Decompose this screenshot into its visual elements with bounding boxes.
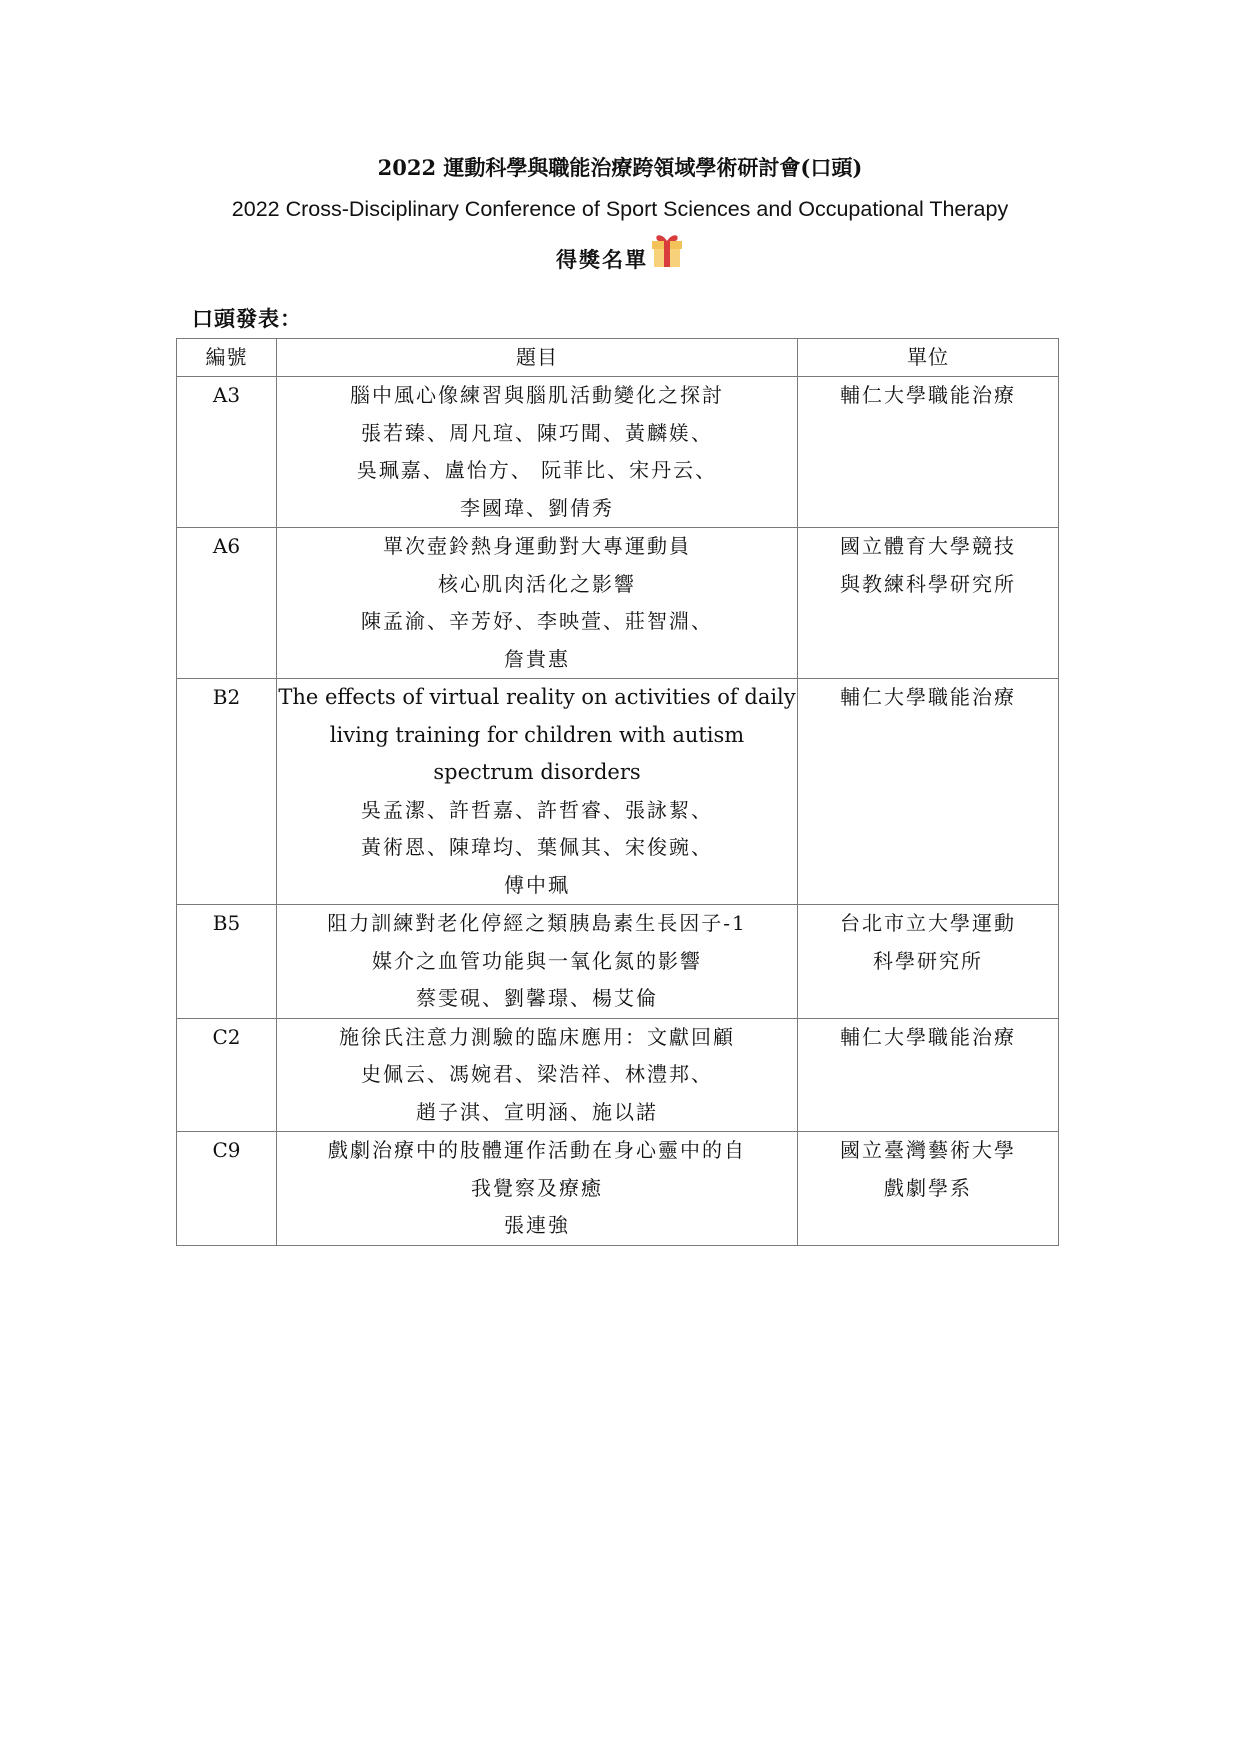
topic-line: 陳孟渝、辛芳妤、李映萱、莊智淵、: [361, 609, 713, 633]
column-header-topic: 題目: [277, 339, 798, 377]
topic-line: 詹貴惠: [504, 646, 570, 671]
entry-topic-and-authors: [277, 528, 798, 679]
award-heading-text: 得獎名單: [556, 247, 648, 272]
entry-topic-and-authors: [277, 377, 798, 528]
topic-line: 吳孟潔、許哲嘉、許哲睿、張詠絜、: [361, 797, 713, 822]
unit-line: 台北市立大學運動: [840, 911, 1016, 935]
entry-unit: [798, 1132, 1059, 1246]
entry-id: A6: [177, 528, 277, 679]
table-row: [177, 679, 1059, 905]
award-table: [176, 338, 1059, 1246]
topic-line: 我覺察及療癒: [471, 1175, 603, 1200]
entry-unit: [798, 528, 1059, 679]
table-header-row: [177, 339, 1059, 377]
topic-line: 傅中珮: [504, 872, 570, 897]
unit-line: 輔仁大學職能治療: [840, 1024, 1016, 1049]
entry-id: B2: [177, 679, 277, 905]
topic-line: 蔡雯硯、劉馨璟、楊艾倫: [416, 986, 658, 1010]
entry-id: C2: [177, 1018, 277, 1132]
award-list-heading: [0, 244, 1240, 277]
topic-line: 史佩云、馮婉君、梁浩祥、林澧邦、: [361, 1062, 713, 1086]
topic-line: 吳珮嘉、盧怡方、 阮菲比、宋丹云、: [356, 458, 718, 482]
unit-line: 輔仁大學職能治療: [840, 383, 1016, 407]
unit-line: 國立體育大學競技: [840, 534, 1016, 558]
topic-line: 李國瑋、劉倩秀: [460, 495, 614, 520]
topic-line: 黃術恩、陳瑋均、葉佩其、宋俊豌、: [361, 835, 713, 859]
table-row: [177, 528, 1059, 679]
topic-line: 腦中風心像練習與腦肌活動變化之探討: [350, 383, 724, 407]
conference-title-chinese: 2022 運動科學與職能治療跨領域學術研討會(口頭): [377, 155, 863, 180]
entry-topic-and-authors: [277, 1018, 798, 1132]
topic-line: 核心肌肉活化之影響: [438, 571, 636, 596]
entry-topic-and-authors: [277, 1132, 798, 1246]
entry-unit: [798, 1018, 1059, 1132]
entry-topic-and-authors: [277, 905, 798, 1019]
topic-line: 媒介之血管功能與一氧化氮的影響: [372, 948, 702, 973]
entry-id: A3: [177, 377, 277, 528]
table-row: [177, 1018, 1059, 1132]
unit-line: 國立臺灣藝術大學: [840, 1138, 1016, 1162]
unit-line: 戲劇學系: [884, 1175, 972, 1200]
entry-topic-and-authors: [277, 679, 798, 905]
entry-id: C9: [177, 1132, 277, 1246]
conference-title-english: 2022 Cross-Disciplinary Conference of Sport Sciences and Occupational Therapy: [231, 197, 1009, 221]
topic-line: 張連強: [504, 1213, 570, 1237]
entry-unit: [798, 905, 1059, 1019]
unit-line: 與教練科學研究所: [840, 571, 1016, 596]
table-row: [177, 1132, 1059, 1246]
table-row: [177, 377, 1059, 528]
topic-line: 趙子淇、宣明涵、施以諾: [416, 1099, 658, 1124]
topic-line: living training for children with autism: [329, 722, 745, 747]
award-table-body: [177, 377, 1059, 1246]
entry-unit: [798, 377, 1059, 528]
topic-line: 阻力訓練對老化停經之類胰島素生長因子-1: [327, 911, 747, 935]
column-header-unit: 單位: [798, 339, 1059, 377]
topic-line: 戲劇治療中的肢體運作活動在身心靈中的自: [328, 1138, 746, 1162]
topic-line: 張若臻、周凡瑄、陳巧聞、黃麟媄、: [361, 420, 713, 445]
column-header-id: 編號: [177, 339, 277, 377]
unit-line: 科學研究所: [873, 948, 983, 973]
unit-line: 輔仁大學職能治療: [840, 685, 1016, 709]
topic-line: spectrum disorders: [433, 760, 641, 784]
topic-line: 單次壺鈴熱身運動對大專運動員: [383, 534, 691, 558]
gift-icon: [650, 232, 684, 277]
table-row: [177, 905, 1059, 1019]
entry-id: B5: [177, 905, 277, 1019]
entry-unit: [798, 679, 1059, 905]
topic-line: The effects of virtual reality on activities of daily: [278, 685, 796, 709]
oral-presentation-label: 口頭發表：: [192, 306, 302, 331]
topic-line: 施徐氏注意力測驗的臨床應用：文獻回顧: [339, 1024, 735, 1049]
